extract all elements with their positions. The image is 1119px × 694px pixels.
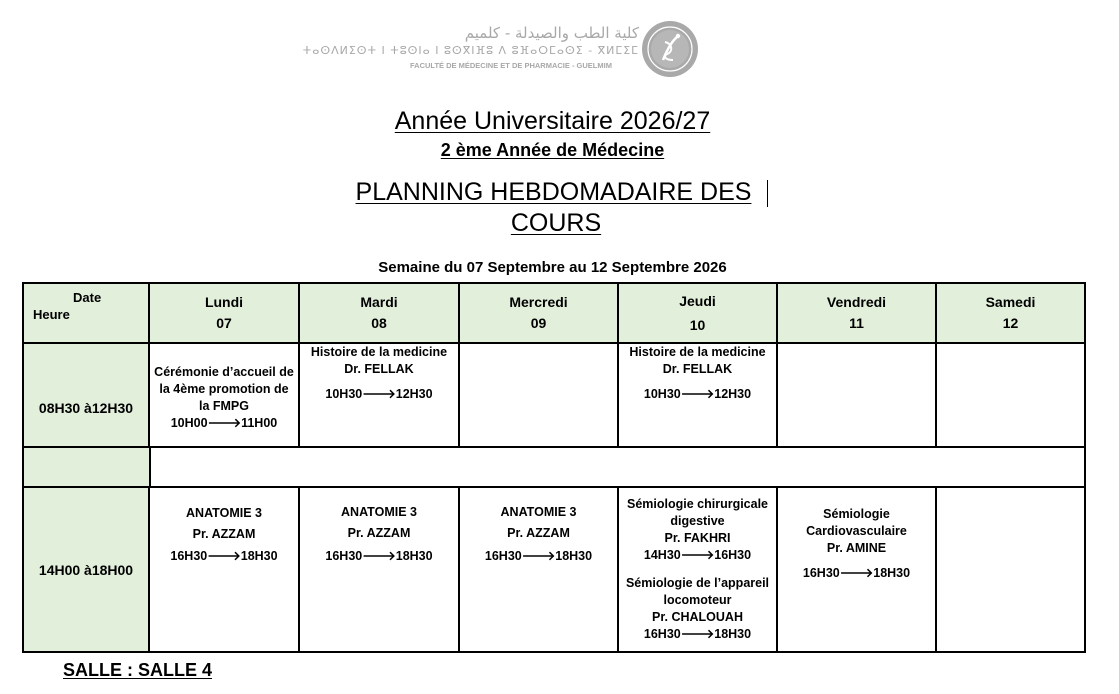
course-cell-lundi-morning: [150, 344, 298, 446]
course-cell-vendredi-morning: [778, 344, 935, 446]
day-number: 09: [530, 315, 547, 331]
planning-title-line1: PLANNING HEBDOMADAIRE DES: [355, 178, 752, 206]
course-title: Cérémonie d’accueil de: [154, 365, 294, 379]
course-teacher: Pr. FAKHRI: [664, 531, 731, 545]
course-teacher: Dr. FELLAK: [662, 362, 733, 376]
time-slot-morning: [24, 344, 148, 446]
logo-french-text: FACULTÉ DE MÉDECINE ET DE PHARMACIE - GUELMIM: [410, 61, 612, 70]
day-name: Vendredi: [826, 294, 887, 310]
time-slot-afternoon: [24, 488, 148, 651]
course-title: ANATOMIE 3: [500, 505, 577, 519]
day-header-lundi: [150, 284, 298, 342]
day-name: Mercredi: [509, 294, 568, 310]
day-name: Samedi: [985, 294, 1036, 310]
day-name: Mardi: [360, 294, 398, 310]
day-number: 10: [689, 316, 706, 333]
course-time: 16H30🡒18H30: [802, 566, 911, 580]
day-header-vendredi: [778, 284, 935, 342]
logo-arabic-text: كلية الطب والصيدلة - كلميم: [464, 24, 639, 42]
day-header-mardi: [300, 284, 458, 342]
time-slot-label: 14H00 à18H00: [38, 562, 134, 578]
course-cell-lundi-afternoon: [150, 488, 298, 651]
course-time: 10H30🡒12H30: [325, 387, 433, 401]
course-title: la FMPG: [198, 399, 249, 413]
course-teacher: Pr. AMINE: [826, 541, 887, 555]
course-time: 16H30🡒18H30: [643, 627, 752, 641]
corner-date-label: Date: [73, 290, 102, 305]
course-title: la 4ème promotion de: [159, 382, 289, 396]
course-time: 10H30🡒12H30: [643, 387, 752, 401]
course-title: Sémiologie: [823, 507, 890, 521]
course-cell-samedi-afternoon: [937, 488, 1084, 651]
course-cell-mercredi-morning: [460, 344, 617, 446]
day-number: 12: [1002, 315, 1019, 331]
course-time: 10H00🡒11H00: [170, 416, 278, 430]
corner-header-cell: [24, 284, 148, 342]
day-number: 07: [216, 315, 232, 331]
break-row-cell: [151, 448, 1084, 486]
planning-title-line2: COURS: [510, 209, 602, 237]
course-cell-mardi-afternoon: [300, 488, 458, 651]
course-cell-vendredi-afternoon: [778, 488, 935, 651]
course-title: locomoteur: [663, 593, 732, 607]
break-row-label-cell: [24, 448, 149, 486]
day-name: Jeudi: [679, 292, 716, 309]
day-number: 08: [371, 315, 387, 331]
course-teacher: Pr. AZZAM: [507, 526, 570, 540]
course-time: 16H30🡒18H30: [325, 549, 433, 563]
course-title: ANATOMIE 3: [341, 505, 417, 519]
course-title: Cardiovasculaire: [806, 524, 907, 538]
logo-tifinagh-text: ⵜⴰⵙⴷⵍⵉⵙⵜ ⵏ ⵜⵓⵙⵏⴰ ⵏ ⵓⵙⴳⵏⴼⵓ ⴷ ⵓⴼⴰⵔⵎⴰⵙⵉ - ⴳⵍⵎⵉⵎ: [302, 44, 639, 57]
course-title: Histoire de la medicine: [310, 345, 448, 359]
study-level-title: 2 ème Année de Médecine: [440, 140, 665, 160]
day-name: Lundi: [204, 294, 244, 310]
course-title: digestive: [670, 514, 725, 528]
course-teacher: Pr. AZZAM: [192, 527, 256, 541]
course-teacher: Pr. CHALOUAH: [652, 610, 743, 624]
course-time: 16H30🡒18H30: [484, 549, 593, 563]
course-cell-jeudi-morning: [619, 344, 776, 446]
course-time: 16H30🡒18H30: [170, 549, 278, 563]
course-teacher: Dr. FELLAK: [344, 362, 414, 376]
course-cell-samedi-morning: [937, 344, 1084, 446]
course-cell-mercredi-afternoon: [460, 488, 617, 651]
course-title: Histoire de la medicine: [629, 345, 766, 359]
corner-heure-label: Heure: [33, 307, 70, 322]
course-cell-mardi-morning: [300, 344, 458, 446]
day-header-mercredi: [460, 284, 617, 342]
day-header-samedi: [937, 284, 1084, 342]
course-title: Sémiologie chirurgicale: [626, 497, 768, 511]
course-time: 14H30🡒16H30: [643, 548, 752, 562]
time-slot-label: 08H30 à12H30: [38, 399, 134, 416]
course-title: ANATOMIE 3: [186, 506, 262, 520]
course-cell-jeudi-afternoon: [619, 488, 776, 651]
day-number: 11: [849, 315, 864, 331]
course-teacher: Pr. AZZAM: [347, 526, 411, 540]
course-title: Sémiologie de l’appareil: [625, 576, 770, 590]
room-label: SALLE : SALLE 4: [63, 660, 213, 680]
week-range: Semaine du 07 Septembre au 12 Septembre 2026: [378, 259, 727, 276]
academic-year-title: Année Universitaire 2026/27: [394, 107, 711, 135]
day-header-jeudi: [619, 284, 776, 342]
